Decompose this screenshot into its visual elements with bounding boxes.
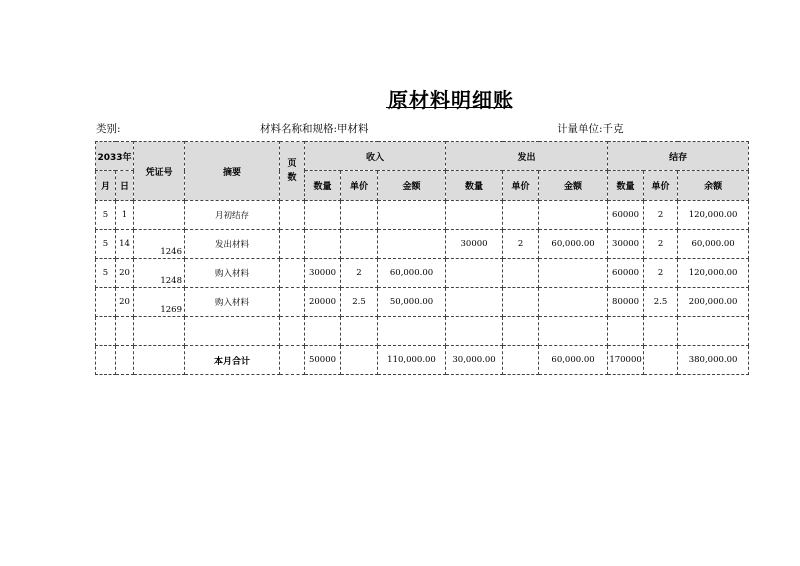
total-out-amount: 60,000.00 [539, 346, 608, 375]
row-bal-qty: 30000 [608, 230, 644, 259]
total-in-amount: 110,000.00 [378, 346, 446, 375]
row-out-qty [446, 259, 503, 288]
row-out-amount [539, 317, 608, 346]
bal-amount-header: 余额 [678, 171, 749, 201]
total-out-qty: 30,000.00 [446, 346, 503, 375]
row-page [280, 230, 305, 259]
day-header: 日 [116, 171, 134, 201]
year-header: 2033年 [96, 142, 134, 171]
row-bal-price [644, 317, 678, 346]
out-price-header: 单价 [503, 171, 539, 201]
ledger-table [95, 141, 749, 375]
row-in-price [341, 230, 378, 259]
row-in-qty [305, 230, 341, 259]
row-voucher [134, 259, 185, 288]
page-header [280, 142, 305, 201]
total-out-price [503, 346, 539, 375]
row-out-price: 2 [503, 230, 539, 259]
material-label: 材料名称和规格:甲材料 [260, 123, 369, 135]
row-in-amount: 60,000.00 [378, 259, 446, 288]
row-page [280, 259, 305, 288]
row-bal-price: 2.5 [644, 288, 678, 317]
row-bal-qty: 80000 [608, 288, 644, 317]
balance-header: 结存 [608, 142, 749, 171]
row-bal-qty [608, 317, 644, 346]
total-in-qty: 50000 [305, 346, 341, 375]
row-in-qty [305, 317, 341, 346]
row-page [280, 317, 305, 346]
row-out-qty [446, 288, 503, 317]
total-bal-amount: 380,000.00 [678, 346, 749, 375]
row-month: 5 [96, 230, 116, 259]
voucher-header: 凭证号 [134, 142, 185, 201]
row-in-price [341, 201, 378, 230]
row-summary [185, 317, 280, 346]
bal-price-header: 单价 [644, 171, 678, 201]
row-bal-amount: 200,000.00 [678, 288, 749, 317]
total-page [280, 346, 305, 375]
row-day: 14 [116, 230, 134, 259]
total-bal-price [644, 346, 678, 375]
table-row [96, 317, 749, 346]
total-voucher [134, 346, 185, 375]
voucher-number: 1248 [160, 276, 182, 286]
issue-header: 发出 [446, 142, 608, 171]
row-in-amount [378, 201, 446, 230]
row-bal-price: 2 [644, 201, 678, 230]
row-day: 20 [116, 259, 134, 288]
out-qty-header: 数量 [446, 171, 503, 201]
title-underline [386, 107, 512, 108]
row-bal-amount: 120,000.00 [678, 259, 749, 288]
row-in-amount: 50,000.00 [378, 288, 446, 317]
table-row [96, 259, 749, 288]
row-bal-amount [678, 317, 749, 346]
row-bal-qty: 60000 [608, 201, 644, 230]
row-bal-qty: 60000 [608, 259, 644, 288]
row-in-price: 2 [341, 259, 378, 288]
voucher-number: 1269 [160, 305, 182, 315]
row-in-amount [378, 230, 446, 259]
unit-label: 计量单位:千克 [557, 123, 624, 135]
row-summary: 月初结存 [185, 201, 280, 230]
row-voucher [134, 288, 185, 317]
row-out-amount: 60,000.00 [539, 230, 608, 259]
in-amount-header: 金额 [378, 171, 446, 201]
row-in-price: 2.5 [341, 288, 378, 317]
row-out-price [503, 317, 539, 346]
receipt-header: 收入 [305, 142, 446, 171]
row-out-price [503, 201, 539, 230]
row-day: 20 [116, 288, 134, 317]
total-in-price [341, 346, 378, 375]
table-row [96, 201, 749, 230]
category-label: 类别: [96, 123, 121, 135]
row-summary: 发出材料 [185, 230, 280, 259]
row-out-qty [446, 317, 503, 346]
header-row-1 [96, 142, 749, 171]
row-day [116, 317, 134, 346]
summary-header: 摘要 [185, 142, 280, 201]
row-page [280, 201, 305, 230]
out-amount-header: 金额 [539, 171, 608, 201]
row-out-price [503, 288, 539, 317]
row-in-qty: 20000 [305, 288, 341, 317]
page-title: 原材料明细账 [388, 88, 514, 112]
row-out-qty [446, 201, 503, 230]
row-bal-amount: 120,000.00 [678, 201, 749, 230]
row-in-qty [305, 201, 341, 230]
total-month [96, 346, 116, 375]
table-row [96, 288, 749, 317]
row-in-qty: 30000 [305, 259, 341, 288]
row-bal-price: 2 [644, 259, 678, 288]
row-bal-amount: 60,000.00 [678, 230, 749, 259]
row-month: 5 [96, 259, 116, 288]
row-voucher [134, 230, 185, 259]
row-in-price [341, 317, 378, 346]
page-header-text: 页数 [287, 159, 297, 183]
row-voucher [134, 317, 185, 346]
ledger-body [96, 201, 749, 375]
row-out-amount [539, 259, 608, 288]
bal-qty-header: 数量 [608, 171, 644, 201]
row-summary: 购入材料 [185, 288, 280, 317]
voucher-number: 1246 [160, 247, 182, 257]
row-day: 1 [116, 201, 134, 230]
row-month: 5 [96, 201, 116, 230]
row-month [96, 288, 116, 317]
row-summary: 购入材料 [185, 259, 280, 288]
total-bal-qty: 170000 [608, 346, 644, 375]
row-out-qty: 30000 [446, 230, 503, 259]
in-qty-header: 数量 [305, 171, 341, 201]
total-day [116, 346, 134, 375]
row-out-amount [539, 288, 608, 317]
row-out-amount [539, 201, 608, 230]
row-voucher [134, 201, 185, 230]
row-in-amount [378, 317, 446, 346]
row-page [280, 288, 305, 317]
month-header: 月 [96, 171, 116, 201]
total-summary: 本月合计 [185, 346, 280, 375]
in-price-header: 单价 [341, 171, 378, 201]
row-out-price [503, 259, 539, 288]
table-row [96, 230, 749, 259]
total-row [96, 346, 749, 375]
row-bal-price: 2 [644, 230, 678, 259]
row-month [96, 317, 116, 346]
